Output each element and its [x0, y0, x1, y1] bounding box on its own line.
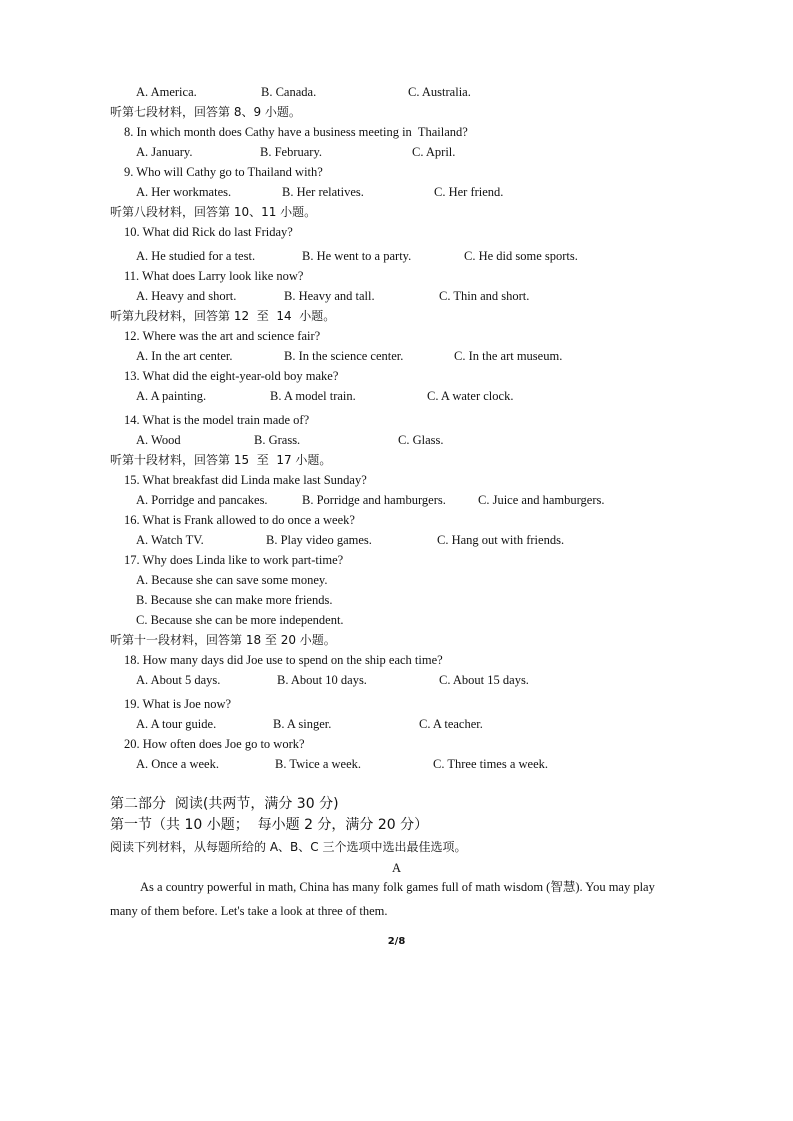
- section-8-heading: 听第八段材料，回答第 10、11 小题。: [110, 205, 317, 219]
- q8-option-a: A. January.: [136, 145, 193, 159]
- q18-option-a: A. About 5 days.: [136, 673, 221, 687]
- question-14: 14. What is the model train made of?: [124, 413, 310, 427]
- q7-option-a: A. America.: [136, 85, 197, 99]
- question-17: 17. Why does Linda like to work part-time?: [124, 553, 344, 567]
- question-13: 13. What did the eight-year-old boy make?: [124, 369, 339, 383]
- q13-option-b: B. A model train.: [270, 389, 356, 403]
- section-9-heading: 听第九段材料，回答第 12 至 14 小题。: [110, 309, 336, 323]
- q8-option-b: B. February.: [260, 145, 323, 159]
- part-2-heading: 第二部分 阅读(共两节，满分 30 分): [110, 796, 339, 812]
- q14-option-a: A. Wood: [136, 433, 181, 447]
- q9-option-c: C. Her friend.: [434, 185, 504, 199]
- q7-option-b: B. Canada.: [261, 85, 317, 99]
- q17-option-c: C. Because she can be more independent.: [136, 613, 344, 627]
- q16-option-a: A. Watch TV.: [136, 533, 204, 547]
- q10-option-a: A. He studied for a test.: [136, 249, 256, 263]
- reading-instructions: 阅读下列材料，从每题所给的 A、B、C 三个选项中选出最佳选项。: [110, 840, 467, 854]
- q20-option-a: A. Once a week.: [136, 757, 219, 771]
- section-7-heading: 听第七段材料，回答第 8、9 小题。: [110, 105, 301, 119]
- q8-option-c: C. April.: [412, 145, 456, 159]
- q12-option-a: A. In the art center.: [136, 349, 233, 363]
- question-16: 16. What is Frank allowed to do once a week?: [124, 513, 355, 527]
- q10-option-b: B. He went to a party.: [302, 249, 412, 263]
- q11-option-c: C. Thin and short.: [439, 289, 530, 303]
- q17-option-a: A. Because she can save some money.: [136, 573, 328, 587]
- q9-option-a: A. Her workmates.: [136, 185, 232, 199]
- question-10: 10. What did Rick do last Friday?: [124, 225, 293, 239]
- question-9: 9. Who will Cathy go to Thailand with?: [124, 165, 323, 179]
- q15-option-b: B. Porridge and hamburgers.: [302, 493, 446, 507]
- question-20: 20. How often does Joe go to work?: [124, 737, 305, 751]
- section-1-heading: 第一节（共 10 小题； 每小题 2 分，满分 20 分）: [110, 817, 429, 833]
- passage-text: As a country powerful in math, China has many folk games full of math wisdom (智慧). You may play many of them before. Let's take a look at three of them.: [110, 880, 655, 918]
- q12-option-b: B. In the science center.: [284, 349, 404, 363]
- q7-option-c: C. Australia.: [408, 85, 471, 99]
- q14-option-b: B. Grass.: [254, 433, 301, 447]
- q19-option-c: C. A teacher.: [419, 717, 483, 731]
- q13-option-a: A. A painting.: [136, 389, 207, 403]
- q10-option-c: C. He did some sports.: [464, 249, 578, 263]
- q13-option-c: C. A water clock.: [427, 389, 514, 403]
- q12-option-c: C. In the art museum.: [454, 349, 563, 363]
- q15-option-c: C. Juice and hamburgers.: [478, 493, 605, 507]
- q9-option-b: B. Her relatives.: [282, 185, 364, 199]
- q19-option-a: A. A tour guide.: [136, 717, 217, 731]
- q11-option-a: A. Heavy and short.: [136, 289, 237, 303]
- q19-option-b: B. A singer.: [273, 717, 332, 731]
- q11-option-b: B. Heavy and tall.: [284, 289, 375, 303]
- q18-option-b: B. About 10 days.: [277, 673, 367, 687]
- question-18: 18. How many days did Joe use to spend on the ship each time?: [124, 653, 443, 667]
- q14-option-c: C. Glass.: [398, 433, 444, 447]
- q15-option-a: A. Porridge and pancakes.: [136, 493, 268, 507]
- page-number: 2/8: [387, 936, 406, 947]
- question-19: 19. What is Joe now?: [124, 697, 232, 711]
- question-11: 11. What does Larry look like now?: [124, 269, 304, 283]
- q16-option-c: C. Hang out with friends.: [437, 533, 565, 547]
- q16-option-b: B. Play video games.: [266, 533, 372, 547]
- question-12: 12. Where was the art and science fair?: [124, 329, 321, 343]
- q17-option-b: B. Because she can make more friends.: [136, 593, 333, 607]
- question-8: 8. In which month does Cathy have a business meeting in Thailand?: [124, 125, 468, 139]
- passage-label: A: [391, 861, 402, 875]
- q20-option-b: B. Twice a week.: [275, 757, 362, 771]
- q20-option-c: C. Three times a week.: [433, 757, 549, 771]
- q18-option-c: C. About 15 days.: [439, 673, 529, 687]
- section-11-heading: 听第十一段材料，回答第 18 至 20 小题。: [110, 633, 336, 647]
- question-15: 15. What breakfast did Linda make last Sunday?: [124, 473, 367, 487]
- section-10-heading: 听第十段材料，回答第 15 至 17 小题。: [110, 453, 332, 467]
